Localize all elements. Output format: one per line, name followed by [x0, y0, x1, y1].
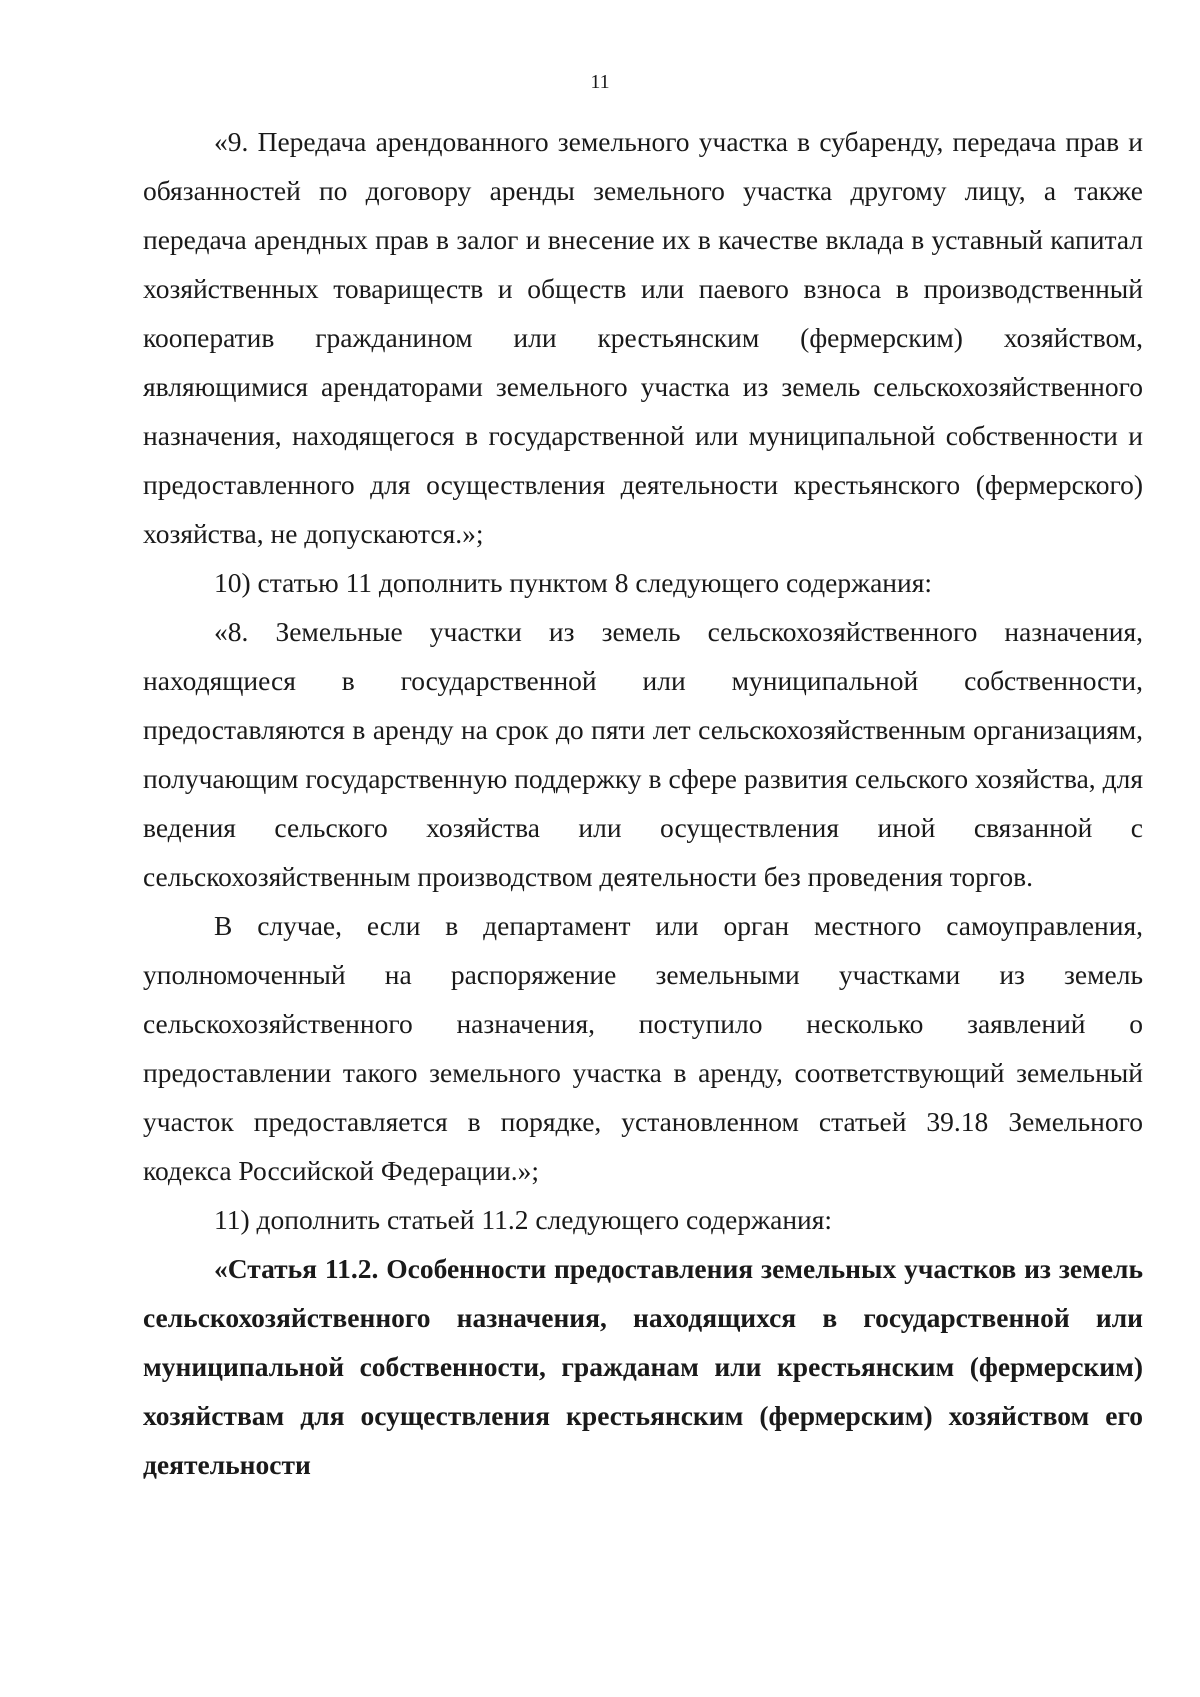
page-number: 11 [590, 71, 610, 93]
article-11-2-heading: «Статья 11.2. Особенности предоставления земельных участков из земель сельскохозяйственного назначения, находящихся в государственной или муниципальной собственности, гражданам или крестьянским (фермерским) хозяйствам для осуществления крестьянским (фермерским) хозяйством его деятельности [143, 1253, 1143, 1480]
paragraph-item-10: 10) статью 11 дополнить пунктом 8 следующего содержания: [214, 567, 933, 598]
document-body [143, 117, 1143, 1489]
paragraph-clause-9: «9. Передача арендованного земельного участка в субаренду, передача прав и обязанностей по договору аренды земельного участка другому лицу, а также передача арендных прав в залог и внесение их в качестве вклада в уставный капитал хозяйственных товариществ и обществ или паевого взноса в производственный кооператив гражданином или крестьянским (фермерским) хозяйством, являющимися арендаторами земельного участка из земель сельскохозяйственного назначения, находящегося в государственной или муниципальной собственности и предоставленного для осуществления деятельности крестьянского (фермерского) хозяйства, не допускаются.»; [143, 126, 1143, 549]
paragraph-multiple-applications: В случае, если в департамент или орган местного самоуправления, уполномоченный на распоряжение земельными участками из земель сельскохозяйственного назначения, поступило несколько заявлений о предоставлении такого земельного участка в аренду, соответствующий земельный участок предоставляется в порядке, установленном статьей 39.18 Земельного кодекса Российской Федерации.»; [143, 910, 1143, 1186]
paragraph-clause-8: «8. Земельные участки из земель сельскохозяйственного назначения, находящиеся в государственной или муниципальной собственности, предоставляются в аренду на срок до пяти лет сельскохозяйственным организациям, получающим государственную поддержку в сфере развития сельского хозяйства, для ведения сельского хозяйства или осуществления иной связанной с сельскохозяйственным производством деятельности без проведения торгов. [143, 616, 1143, 892]
paragraph-item-11: 11) дополнить статьей 11.2 следующего содержания: [214, 1204, 833, 1235]
